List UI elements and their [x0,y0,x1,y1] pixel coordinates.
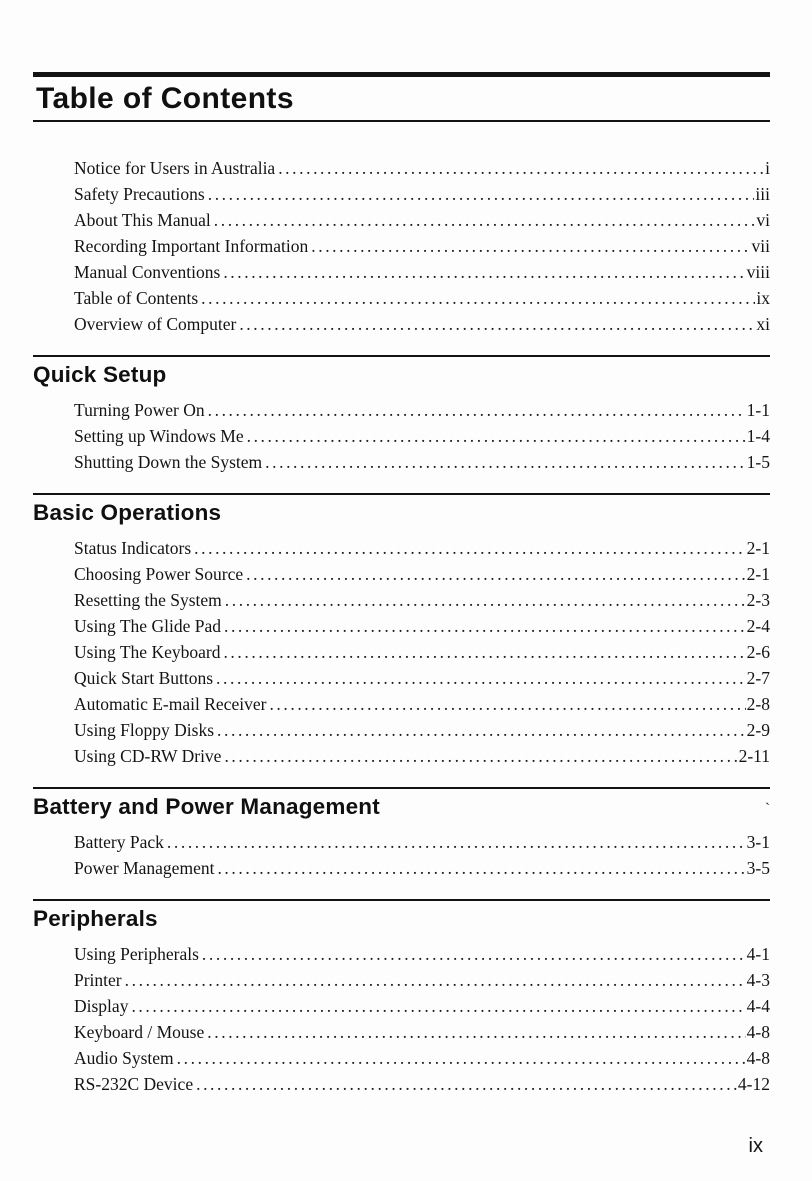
section-heading-row [33,793,770,820]
dot-leader [278,155,764,181]
toc-entry-page: 4-12 [737,1074,770,1094]
toc-entry [74,639,770,665]
toc-entry-list [33,155,770,337]
toc-entry [74,587,770,613]
toc-entry-label: Setting up Windows Me [74,426,244,446]
toc-entry-page: 4-1 [746,944,770,964]
dot-leader [125,967,746,993]
dot-leader [217,717,746,743]
toc-entry [74,535,770,561]
dot-leader [201,285,755,311]
dot-leader [194,535,746,561]
toc-entry-label: Using CD-RW Drive [74,746,222,766]
section-heading-row [33,499,770,526]
top-rule [33,72,770,77]
dot-leader [223,259,745,285]
toc-sections [33,155,770,1097]
toc-entry-label: Quick Start Buttons [74,668,214,688]
toc-entry [74,155,770,181]
toc-entry-page: vii [751,236,770,256]
section-heading-row [33,361,770,388]
title-underline-rule [33,120,770,122]
toc-entry-page: 3-1 [746,832,770,852]
section-divider-rule [33,787,770,789]
toc-entry-page: xi [756,314,770,334]
toc-entry-page: 4-8 [746,1048,770,1068]
dot-leader [202,941,746,967]
dot-leader [239,311,755,337]
toc-entry-label: Resetting the System [74,590,222,610]
toc-entry-label: Overview of Computer [74,314,237,334]
toc-entry [74,207,770,233]
toc-entry-label: Status Indicators [74,538,192,558]
toc-entry-page: 4-4 [746,996,770,1016]
toc-entry [74,665,770,691]
toc-entry-label: Using The Keyboard [74,642,221,662]
toc-entry-list [33,941,770,1097]
dot-leader [131,993,745,1019]
dot-leader [214,207,756,233]
toc-entry-list [33,829,770,881]
toc-entry [74,993,770,1019]
toc-entry-list [33,535,770,769]
toc-entry-label: Recording Important Information [74,236,309,256]
toc-entry [74,397,770,423]
toc-entry-label: Keyboard / Mouse [74,1022,205,1042]
toc-section [33,155,770,337]
toc-section [33,355,770,475]
toc-entry [74,613,770,639]
toc-entry-label: Battery Pack [74,832,164,852]
section-divider-rule [33,899,770,901]
toc-entry-label: RS-232C Device [74,1074,194,1094]
dot-leader [224,613,746,639]
toc-entry-label: Audio System [74,1048,174,1068]
dot-leader [196,1071,737,1097]
toc-entry-page: ix [756,288,770,308]
toc-entry-label: About This Manual [74,210,211,230]
toc-entry-page: 4-8 [746,1022,770,1042]
toc-entry-page: 2-6 [746,642,770,662]
toc-entry-label: Display [74,996,129,1016]
section-heading: Peripherals [33,906,158,931]
dot-leader [225,587,746,613]
dot-leader [223,639,745,665]
dot-leader [224,743,737,769]
toc-entry-page: 2-7 [746,668,770,688]
toc-entry-page: 4-3 [746,970,770,990]
section-divider-rule [33,493,770,495]
toc-entry [74,259,770,285]
dot-leader [177,1045,746,1071]
toc-entry-page: viii [746,262,770,282]
toc-entry-page: 2-4 [746,616,770,636]
toc-entry-label: Turning Power On [74,400,205,420]
section-heading: Quick Setup [33,362,167,387]
toc-entry [74,717,770,743]
section-divider-rule [33,355,770,357]
dot-leader [208,181,755,207]
toc-section [33,899,770,1097]
toc-entry-page: 3-5 [746,858,770,878]
toc-entry-page: i [765,158,770,178]
toc-entry [74,311,770,337]
toc-section [33,493,770,769]
toc-entry-label: Choosing Power Source [74,564,244,584]
toc-entry-page: 1-4 [746,426,770,446]
toc-entry [74,967,770,993]
toc-section [33,787,770,881]
toc-entry-page: 2-11 [738,746,770,766]
toc-entry-label: Notice for Users in Australia [74,158,276,178]
toc-entry-list [33,397,770,475]
toc-entry-page: 2-8 [746,694,770,714]
dot-leader [217,855,745,881]
dot-leader [247,423,746,449]
toc-entry [74,1071,770,1097]
scan-artifact-mark: ` [765,801,770,817]
toc-entry [74,285,770,311]
toc-entry [74,743,770,769]
toc-entry-page: 2-9 [746,720,770,740]
dot-leader [208,397,746,423]
dot-leader [311,233,750,259]
toc-entry-page: 1-5 [746,452,770,472]
toc-entry-label: Automatic E-mail Receiver [74,694,267,714]
toc-entry-page: 2-1 [746,564,770,584]
page-title: Table of Contents [36,82,294,115]
toc-entry [74,423,770,449]
toc-entry [74,181,770,207]
toc-entry-label: Table of Contents [74,288,199,308]
toc-entry [74,829,770,855]
section-heading: Basic Operations [33,500,222,525]
toc-entry [74,449,770,475]
toc-entry [74,941,770,967]
toc-entry-page: 1-1 [746,400,770,420]
toc-entry [74,691,770,717]
toc-entry-label: Safety Precautions [74,184,205,204]
toc-entry-label: Using Peripherals [74,944,199,964]
toc-entry [74,1019,770,1045]
toc-entry-label: Using The Glide Pad [74,616,221,636]
toc-entry-page: iii [755,184,770,204]
toc-entry-label: Printer [74,970,122,990]
dot-leader [246,561,746,587]
section-heading: Battery and Power Management [33,794,380,819]
section-heading-row [33,905,770,932]
dot-leader [269,691,745,717]
toc-entry [74,233,770,259]
dot-leader [167,829,746,855]
dot-leader [216,665,746,691]
toc-entry-label: Shutting Down the System [74,452,263,472]
toc-entry-page: 2-3 [746,590,770,610]
dot-leader [265,449,746,475]
toc-entry-label: Power Management [74,858,215,878]
toc-entry-page: 2-1 [746,538,770,558]
toc-entry-label: Using Floppy Disks [74,720,215,740]
toc-entry [74,1045,770,1071]
page-number: ix [748,1135,763,1157]
dot-leader [207,1019,745,1045]
toc-entry-label: Manual Conventions [74,262,221,282]
toc-entry [74,855,770,881]
toc-entry-page: vi [756,210,770,230]
toc-entry [74,561,770,587]
